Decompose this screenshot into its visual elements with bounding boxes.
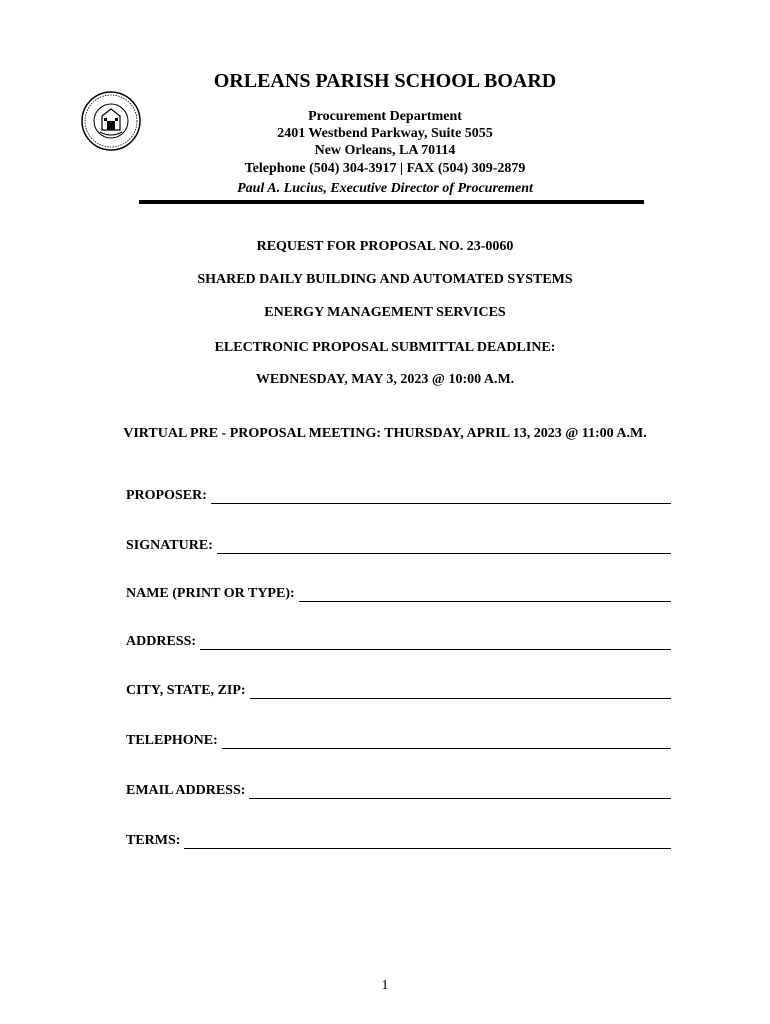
name-input-line[interactable] (299, 589, 671, 602)
director-line: Paul A. Lucius, Executive Director of Procurement (237, 181, 533, 196)
address-line-phone-fax: Telephone (504) 304-3917 | FAX (504) 309-2879 (244, 161, 526, 176)
page-number: 1 (381, 978, 389, 993)
telephone-input-line[interactable] (222, 736, 671, 749)
email-field[interactable] (126, 783, 671, 799)
address-line-city: New Orleans, LA 70114 (314, 143, 456, 158)
proposer-field[interactable] (126, 488, 671, 504)
name-field[interactable] (126, 586, 671, 602)
proposer-label: PROPOSER: (126, 488, 207, 503)
rfp-title-line-2: ENERGY MANAGEMENT SERVICES (264, 305, 506, 320)
city-state-zip-field[interactable] (126, 683, 671, 699)
signature-label: SIGNATURE: (126, 538, 213, 553)
address-field[interactable] (126, 634, 671, 650)
pre-proposal-meeting: VIRTUAL PRE - PROPOSAL MEETING: THURSDAY, APRIL 13, 2023 @ 11:00 A.M. (123, 426, 647, 441)
header-divider (139, 200, 644, 204)
rfp-number: REQUEST FOR PROPOSAL NO. 23-0060 (256, 239, 514, 254)
deadline-label: ELECTRONIC PROPOSAL SUBMITTAL DEADLINE: (214, 340, 556, 355)
deadline-value: WEDNESDAY, MAY 3, 2023 @ 10:00 A.M. (255, 372, 515, 387)
telephone-label: TELEPHONE: (126, 733, 218, 748)
email-label: EMAIL ADDRESS: (126, 783, 246, 798)
rfp-title-line-1: SHARED DAILY BUILDING AND AUTOMATED SYSTEMS (197, 272, 573, 287)
city-state-zip-input-line[interactable] (250, 686, 671, 699)
terms-label: TERMS: (126, 833, 181, 848)
city-state-zip-label: CITY, STATE, ZIP: (126, 683, 246, 698)
email-input-line[interactable] (249, 786, 671, 799)
signature-field[interactable] (126, 538, 671, 554)
signature-input-line[interactable] (217, 541, 671, 554)
name-label: NAME (PRINT OR TYPE): (126, 586, 295, 601)
terms-input-line[interactable] (184, 836, 671, 849)
telephone-field[interactable] (126, 733, 671, 749)
address-label: ADDRESS: (126, 634, 197, 649)
proposer-input-line[interactable] (211, 491, 671, 504)
organization-title: ORLEANS PARISH SCHOOL BOARD (213, 70, 557, 92)
address-input-line[interactable] (200, 637, 671, 650)
address-line-department: Procurement Department (308, 109, 462, 124)
terms-field[interactable] (126, 833, 671, 849)
address-line-street: 2401 Westbend Parkway, Suite 5055 (277, 126, 493, 141)
